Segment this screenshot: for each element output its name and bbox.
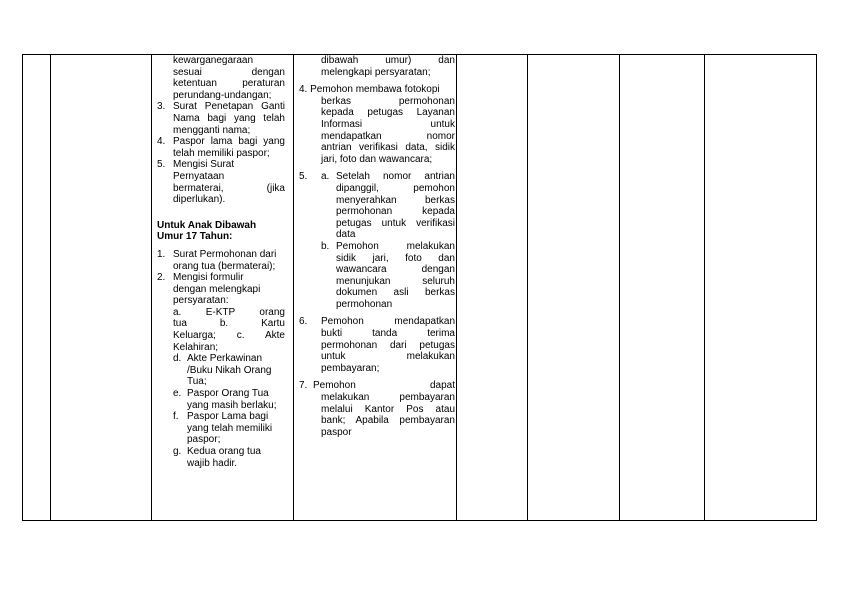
- requirements-cell: [157, 55, 285, 469]
- sub-list-item: f. Paspor Lama bagi yang telah memiliki paspor;: [173, 411, 273, 446]
- sub-step-b: b. Pemohon melakukan sidik jari, foto dan wawancara dengan menunjukan seluruh dokumen asli berkas permohonan: [321, 240, 455, 310]
- list-item: 5. Mengisi Surat Pernyataan bermaterai, (jika diperlukan).: [157, 159, 285, 206]
- column-divider: [50, 55, 51, 520]
- child-section-heading: Untuk Anak Dibawah Umur 17 Tahun:: [157, 219, 257, 243]
- column-divider: [293, 55, 294, 520]
- list-item: 2. Mengisi formulir dengan melengkapi persyaratan: a. E-KTP orang tua b. Kartu Keluarga; c. Akte Kelahiran; d. Akte Perkawinan /Buku Nikah Orang Tua; e. Paspor Orang Tua yang masih berlaku; f. Paspor Lama bagi yang telah memiliki paspor; g. Kedua orang tua wajib hadir.: [157, 272, 285, 469]
- column-divider: [456, 55, 457, 520]
- procedure-step-7: 7. Pemohon dapat melakukan pembayaran melalui Kantor Pos atau bank; Apabila pembayaran paspor: [299, 380, 455, 438]
- sub-list-item: e. Paspor Orang Tua yang masih berlaku;: [173, 388, 277, 411]
- column-divider: [527, 55, 528, 520]
- procedure-cell: [299, 55, 455, 438]
- procedure-step-5: 5. a. Setelah nomor antrian dipanggil, pemohon menyerahkan berkas permohonan kepada petugas untuk verifikasi data b. Pemohon melakukan sidik jari, foto dan wawancara dengan menunjukan seluruh dokumen asli berkas permohonan: [299, 171, 455, 310]
- column-divider: [704, 55, 705, 520]
- continued-text: kewarganegaraan sesuai dengan ketentuan peraturan perundang-undangan;: [173, 55, 285, 101]
- list-item: 3. Surat Penetapan Ganti Nama bagi yang telah mengganti nama;: [157, 101, 285, 136]
- column-divider: [619, 55, 620, 520]
- list-item: 1. Surat Permohonan dari orang tua (bermaterai);: [157, 248, 277, 272]
- sub-step-a: a. Setelah nomor antrian dipanggil, pemohon menyerahkan berkas permohonan kepada petugas untuk verifikasi data: [321, 171, 455, 241]
- procedure-step-4: 4. Pemohon membawa fotokopi berkas permohonan kepada petugas Layanan Informasi untuk mendapatkan nomor antrian verifikasi data, sidik jari, foto dan wawancara;: [299, 84, 455, 165]
- column-divider: [151, 55, 152, 520]
- list-item: 4. Paspor lama bagi yang telah memiliki paspor;: [157, 136, 285, 159]
- sub-list-item: d. Akte Perkawinan /Buku Nikah Orang Tua;: [173, 353, 272, 388]
- requirements-table: [22, 54, 817, 521]
- sub-list-item: g. Kedua orang tua wajib hadir.: [173, 446, 261, 469]
- child-requirements-list: [157, 249, 285, 469]
- procedure-step-6: 6. Pemohon mendapatkan bukti tanda terima permohonan dari petugas untuk melakukan pembayaran;: [299, 316, 455, 374]
- continued-text: dibawah umur) dan melengkapi persyaratan;: [321, 55, 455, 78]
